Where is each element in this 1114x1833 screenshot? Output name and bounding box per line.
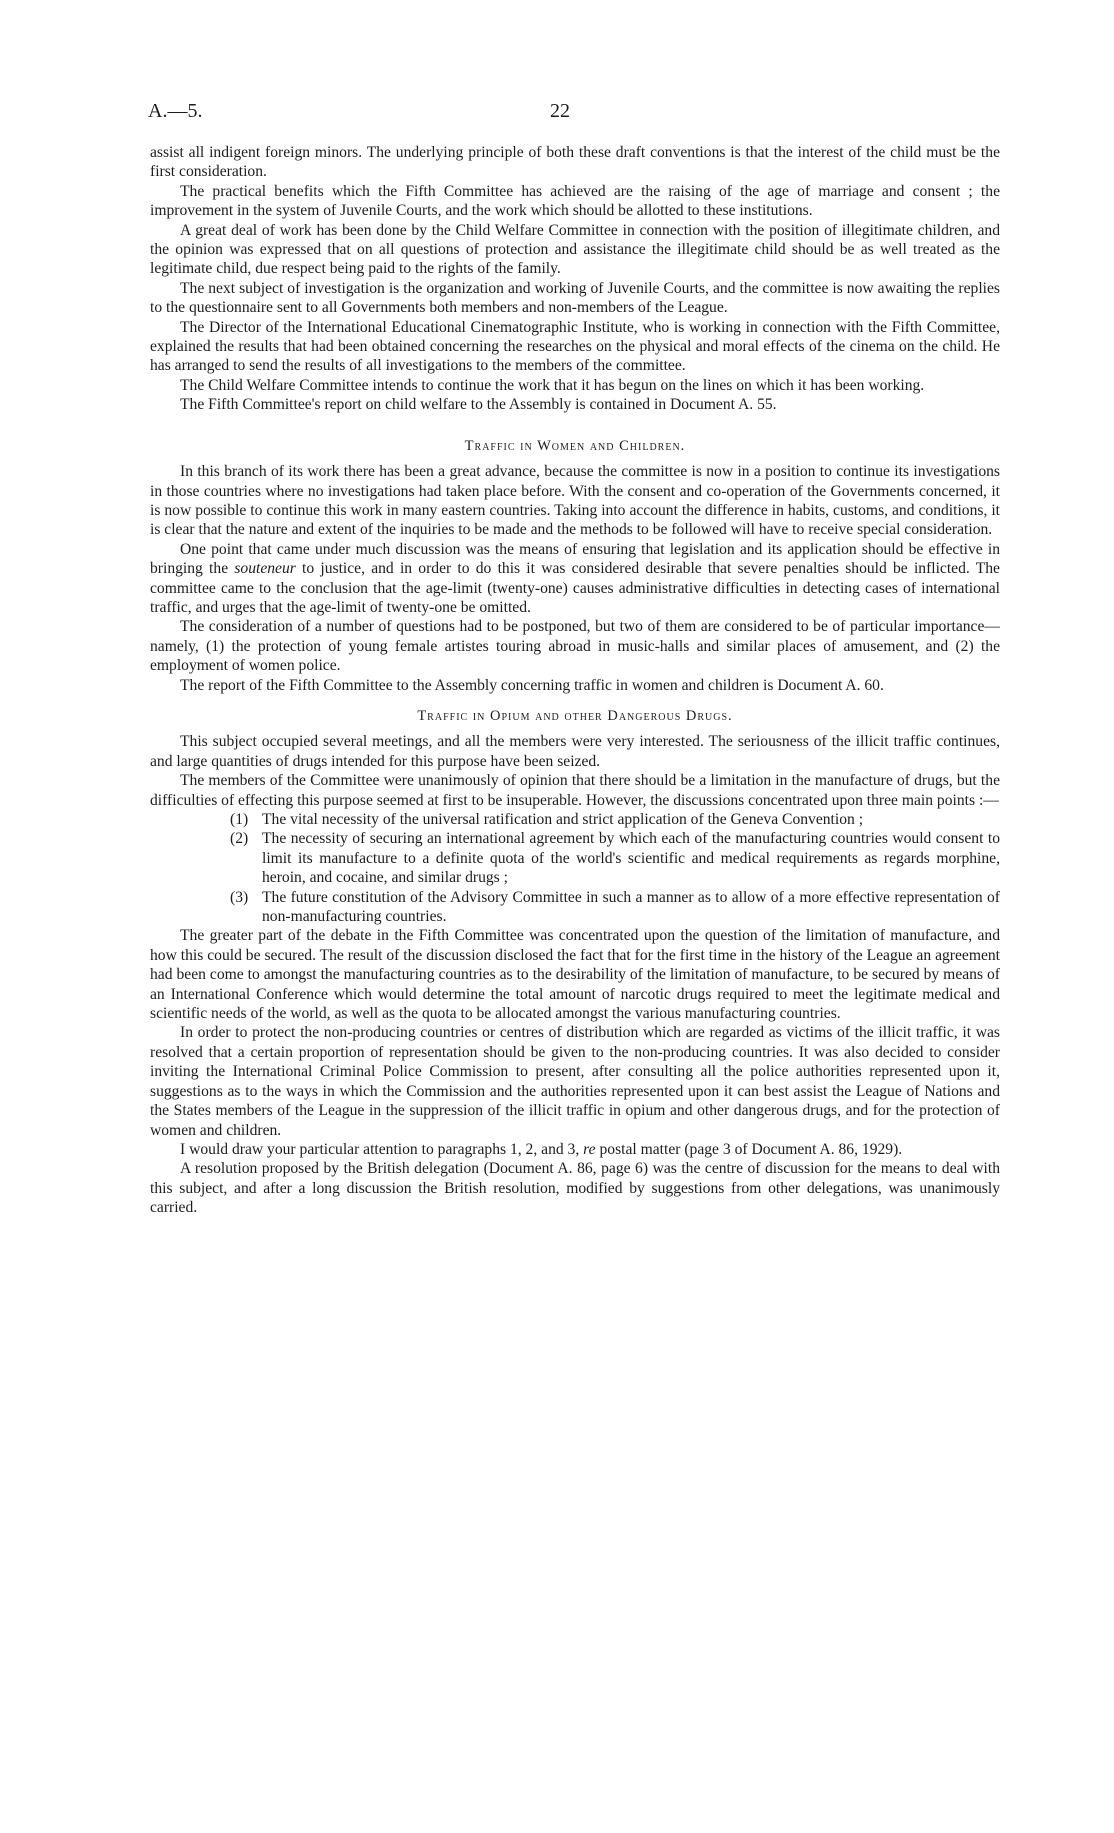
paragraph: assist all indigent foreign minors. The underlying principle of both these draft conventions is that the interest of the child must be the first consideration. [150, 144, 1000, 181]
page-number: 22 [550, 100, 570, 122]
section-heading-opium: Traffic in Opium and other Dangerous Drugs. [417, 707, 733, 724]
italic-term: souteneur [234, 560, 296, 578]
list-item-number: (2) [230, 830, 249, 848]
list-item-text: The vital necessity of the universal ratification and strict application of the Geneva Convention ; [262, 811, 864, 828]
paragraph: The greater part of the debate in the Fifth Committee was concentrated upon the question of the limitation of manufacture, and how this could be secured. The result of the discussion disclosed the fact that for the first time in the history of the League an agreement had been come to amongst the manufacturing countries as to the desirability of the limitation of manufacture, to be secured by means of an International Conference which would determine the total amount of narcotic drugs required to meet the legitimate medical and scientific needs of the world, as well as the quota to be allocated amongst the various manufacturing countries. [150, 927, 1000, 1023]
paragraph: The practical benefits which the Fifth Committee has achieved are the raising of the age of marriage and consent ; the improvement in the system of Juvenile Courts, and the work which should be allotted to these institutions. [150, 182, 1000, 220]
paragraph: The Director of the International Educational Cinematographic Institute, who is working in connection with the Fifth Committee, explained the results that had been obtained concerning the researches on the physical and moral effects of the cinema on the child. He has arranged to send the results of all investigations to the members of the committee. [150, 318, 1000, 375]
text-span: I would draw your particular attention to paragraphs 1, 2, and 3, [180, 1140, 584, 1158]
list-item-text: The necessity of securing an international agreement by which each of the manufacturing countries would consent to limit its manufacture to a definite quota of the world's scientific and medical requirements as regards morphine, heroin, and cocaine, and similar drugs ; [262, 830, 1000, 887]
paragraph [150, 1140, 1000, 1159]
paragraph: A resolution proposed by the British delegation (Document A. 86, page 6) was the centre of discussion for the means to deal with this subject, and after a long discussion the British resolution, modified by suggestions from other delegations, was unanimously carried. [150, 1160, 1000, 1217]
paragraph: The report of the Fifth Committee to the Assembly concerning traffic in women and children is Document A. 60. [180, 676, 884, 694]
paragraph: The Child Welfare Committee intends to continue the work that it has begun on the lines on which it has been working. [180, 376, 925, 394]
section-heading-women-children: Traffic in Women and Children. [464, 437, 686, 454]
list-item-number: (3) [230, 888, 249, 906]
paragraph: The members of the Committee were unanimously of opinion that there should be a limitation in the manufacture of drugs, but the difficulties of effecting this purpose seemed at first to be insuperable. However, the discussions concentrated upon three main points :— [150, 772, 1000, 809]
paragraph: The consideration of a number of questions had to be postponed, but two of them are considered to be of particular importance—namely, (1) the protection of young female artistes touring abroad in music-halls and similar places of amusement, and (2) the employment of women police. [150, 618, 1000, 675]
document-reference: A.—5. [148, 100, 203, 122]
italic-term: re [583, 1140, 596, 1158]
text-span: to justice, and in order to do this it was considered desirable that severe penalties should be inflicted. The committee came to the conclusion that the age-limit (twenty-one) causes administrative difficulties in detecting cases of international traffic, and urges that the age-limit of twenty-one be omitted. [150, 560, 1000, 616]
paragraph: In this branch of its work there has been a great advance, because the committee is now in a position to continue its investigations in those countries where no investigations had taken place before. With the consent and co-operation of the Governments concerned, it is now possible to continue this work in many eastern countries. Taking into account the difference in habits, customs, and conditions, it is clear that the nature and extent of the inquiries to be made and the methods to be followed will have to receive special consideration. [150, 463, 1000, 539]
text-span: One point that came under much discussion was the means of ensuring that legislation and its application should be effective in bringing the [150, 540, 1000, 578]
paragraph: The next subject of investigation is the organization and working of Juvenile Courts, and the committee is now awaiting the replies to the questionnaire sent to all Governments both members and non-members of the League. [150, 279, 1000, 317]
paragraph: This subject occupied several meetings, and all the members were very interested. The seriousness of the illicit traffic continues, and large quantities of drugs intended for this purpose have been seized. [150, 733, 1000, 770]
list-item-number: (1) [230, 811, 249, 828]
list-item [230, 810, 1000, 829]
document-body [150, 143, 1000, 1218]
list-item-text: The future constitution of the Advisory Committee in such a manner as to allow of a more effective representation of non-manufacturing countries. [262, 888, 1000, 926]
list-item [230, 829, 1000, 887]
list-item [230, 888, 1000, 927]
paragraph [150, 540, 1000, 618]
text-span: postal matter (page 3 of Document A. 86, 1929). [595, 1140, 903, 1158]
paragraph: In order to protect the non-producing countries or centres of distribution which are regarded as victims of the illicit traffic, it was resolved that a certain proportion of representation should be given to the non-producing countries. It was also decided to consider inviting the International Criminal Police Commission to present, after consulting all the police authorities represented upon it, suggestions as to the ways in which the Commission and the authorities represented upon it can best assist the League of Nations and the States members of the League in the suppression of the illicit traffic in opium and other dangerous drugs, and for the protection of women and children. [150, 1024, 1000, 1139]
paragraph: The Fifth Committee's report on child welfare to the Assembly is contained in Document A. 55. [180, 396, 777, 414]
paragraph: A great deal of work has been done by the Child Welfare Committee in connection with the position of illegitimate children, and the opinion was expressed that on all questions of protection and assistance the illegitimate child should be as well treated as the legitimate child, due respect being paid to the rights of the family. [150, 221, 1000, 278]
